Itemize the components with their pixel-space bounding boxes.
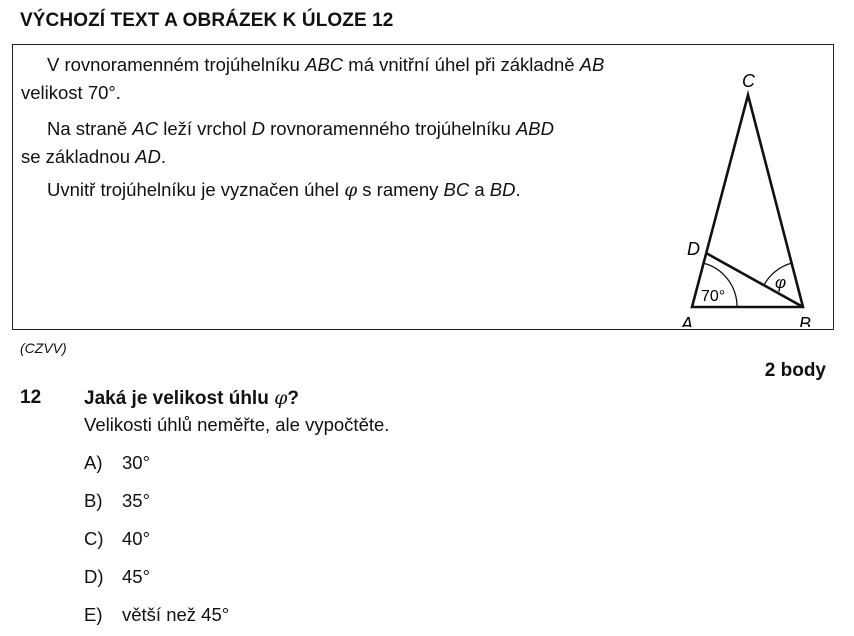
text-span: leží vrchol xyxy=(158,118,252,139)
option-text: 45° xyxy=(122,566,150,587)
triangle-abc: ABC xyxy=(305,54,344,75)
label-a: A xyxy=(681,314,694,327)
source-credit: (CZVV) xyxy=(20,340,67,356)
question-phi-symbol: φ xyxy=(274,387,288,409)
intro-paragraph-3 xyxy=(21,176,681,205)
option-e[interactable] xyxy=(84,604,229,630)
text-span: V rovnoramenném trojúhelníku xyxy=(47,54,306,75)
label-d: D xyxy=(687,239,700,259)
question-number: 12 xyxy=(20,387,42,408)
question-instruction: Velikosti úhlů neměřte, ale vypočtěte. xyxy=(84,414,390,435)
side-ab: AB xyxy=(579,54,605,75)
points-value: 2 body xyxy=(764,360,826,381)
option-letter: B) xyxy=(84,490,103,511)
option-a[interactable] xyxy=(84,452,150,478)
option-d[interactable] xyxy=(84,566,150,592)
option-letter: E) xyxy=(84,604,103,625)
phi-symbol: φ xyxy=(344,180,358,201)
option-text: 35° xyxy=(122,490,150,511)
base-ad: AD xyxy=(135,146,161,167)
label-c: C xyxy=(742,71,755,91)
question-mark: ? xyxy=(287,388,300,409)
option-letter: C) xyxy=(84,528,104,549)
side-bc: BC xyxy=(443,179,470,200)
text-span: rovnoramenného trojúhelníku xyxy=(265,118,516,139)
option-text: 30° xyxy=(122,452,150,473)
intro-paragraph-1 xyxy=(21,51,681,107)
side-ac: AC xyxy=(132,118,159,139)
text-span: s rameny xyxy=(357,179,444,200)
option-text: 40° xyxy=(122,528,150,549)
label-b: B xyxy=(799,314,812,327)
option-c[interactable] xyxy=(84,528,150,554)
triangle-figure xyxy=(679,57,829,327)
text-span: a xyxy=(469,179,490,200)
angle-a-value: 70° xyxy=(701,288,726,305)
text-span: . xyxy=(515,179,521,200)
intro-p1-line1 xyxy=(21,51,604,79)
triangle-diagram xyxy=(679,57,829,327)
option-letter: D) xyxy=(84,566,104,587)
angle-phi-label: φ xyxy=(775,273,787,292)
section-title: VÝCHOZÍ TEXT A OBRÁZEK K ÚLOZE 12 xyxy=(20,10,394,31)
option-letter: A) xyxy=(84,452,103,473)
vertex-d: D xyxy=(251,118,265,139)
text-span: . xyxy=(160,146,167,167)
source-text-box xyxy=(12,44,834,330)
text-span: má vnitřní úhel při základně xyxy=(343,54,580,75)
text-span: se základnou xyxy=(21,146,136,167)
option-b[interactable] xyxy=(84,490,150,516)
triangle-abd: ABD xyxy=(515,118,554,139)
intro-p3-line1 xyxy=(21,176,521,205)
question-text xyxy=(84,387,299,410)
intro-paragraph-2 xyxy=(21,115,681,171)
option-text: větší než 45° xyxy=(122,604,230,625)
side-bd: BD xyxy=(489,179,516,200)
text-span: Na straně xyxy=(47,118,133,139)
text-span: velikost 70°. xyxy=(21,82,121,103)
intro-p2-line1 xyxy=(21,115,554,143)
question-text-main: Jaká je velikost úhlu xyxy=(84,388,275,409)
text-span: Uvnitř trojúhelníku je vyznačen úhel xyxy=(47,179,345,200)
